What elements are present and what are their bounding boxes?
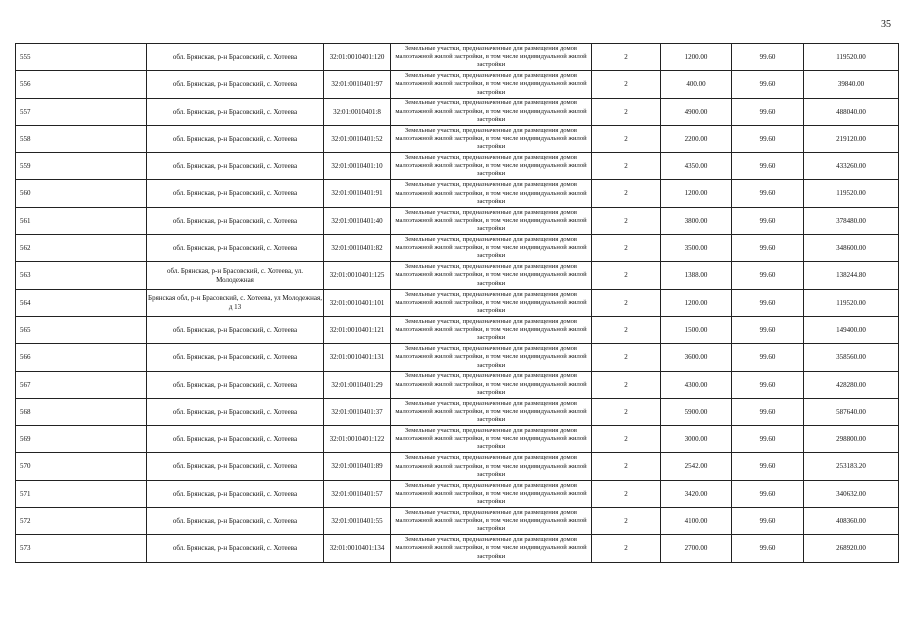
row-cadastral-number: 32:01:0010401:82 (324, 235, 391, 262)
row-cadastral-value: 298800.00 (804, 426, 899, 453)
row-land-description: Земельные участки, предназначенные для размещения домов малоэтажной жилой застройки, в том числе индивидуальной жилой застройки (391, 207, 592, 234)
row-address: обл. Брянская, р-н Брасовский, с. Хотеева (147, 180, 324, 207)
row-number: 564 (16, 289, 147, 316)
row-rate: 99.60 (732, 125, 804, 152)
row-land-description: Земельные участки, предназначенные для размещения домов малоэтажной жилой застройки, в том числе индивидуальной жилой застройки (391, 44, 592, 71)
table-row (16, 180, 899, 207)
row-land-description: Земельные участки, предназначенные для размещения домов малоэтажной жилой застройки, в том числе индивидуальной жилой застройки (391, 453, 592, 480)
page-number: 35 (881, 19, 891, 30)
table-row (16, 153, 899, 180)
row-address: обл. Брянская, р-н Брасовский, с. Хотеева (147, 371, 324, 398)
row-cadastral-number: 32:01:0010401:120 (324, 44, 391, 71)
row-group: 2 (592, 180, 661, 207)
row-address: обл. Брянская, р-н Брасовский, с. Хотеева (147, 398, 324, 425)
row-number: 560 (16, 180, 147, 207)
row-group: 2 (592, 426, 661, 453)
table-row (16, 316, 899, 343)
table-row (16, 371, 899, 398)
row-area: 1200.00 (661, 44, 732, 71)
row-number: 556 (16, 71, 147, 98)
row-rate: 99.60 (732, 344, 804, 371)
row-group: 2 (592, 235, 661, 262)
row-area: 1200.00 (661, 289, 732, 316)
row-group: 2 (592, 535, 661, 562)
row-address: обл. Брянская, р-н Брасовский, с. Хотеева, ул. Молодежная (147, 262, 324, 289)
row-address: обл. Брянская, р-н Брасовский, с. Хотеева (147, 125, 324, 152)
row-rate: 99.60 (732, 153, 804, 180)
row-group: 2 (592, 398, 661, 425)
row-cadastral-value: 433260.00 (804, 153, 899, 180)
row-address: обл. Брянская, р-н Брасовский, с. Хотеева (147, 44, 324, 71)
row-cadastral-value: 219120.00 (804, 125, 899, 152)
row-cadastral-number: 32:01:0010401:122 (324, 426, 391, 453)
row-cadastral-number: 32:01:0010401:40 (324, 207, 391, 234)
row-rate: 99.60 (732, 535, 804, 562)
row-address: обл. Брянская, р-н Брасовский, с. Хотеева (147, 453, 324, 480)
row-cadastral-value: 149400.00 (804, 316, 899, 343)
row-cadastral-number: 32:01:0010401:125 (324, 262, 391, 289)
table-row (16, 235, 899, 262)
row-area: 4350.00 (661, 153, 732, 180)
table-row (16, 207, 899, 234)
row-cadastral-number: 32:01:0010401:52 (324, 125, 391, 152)
land-register-table (15, 43, 899, 563)
row-rate: 99.60 (732, 44, 804, 71)
row-rate: 99.60 (732, 71, 804, 98)
table-row (16, 535, 899, 562)
row-cadastral-number: 32:01:0010401:134 (324, 535, 391, 562)
row-cadastral-value: 428280.00 (804, 371, 899, 398)
row-rate: 99.60 (732, 289, 804, 316)
row-address: обл. Брянская, р-н Брасовский, с. Хотеева (147, 316, 324, 343)
row-group: 2 (592, 153, 661, 180)
table-row (16, 289, 899, 316)
row-address: обл. Брянская, р-н Брасовский, с. Хотеева (147, 480, 324, 507)
row-number: 561 (16, 207, 147, 234)
row-address: обл. Брянская, р-н Брасовский, с. Хотеева (147, 344, 324, 371)
table-row (16, 426, 899, 453)
row-area: 1388.00 (661, 262, 732, 289)
row-group: 2 (592, 508, 661, 535)
row-address: обл. Брянская, р-н Брасовский, с. Хотеева (147, 98, 324, 125)
row-cadastral-value: 378480.00 (804, 207, 899, 234)
row-cadastral-number: 32:01:0010401:8 (324, 98, 391, 125)
row-land-description: Земельные участки, предназначенные для размещения домов малоэтажной жилой застройки, в том числе индивидуальной жилой застройки (391, 344, 592, 371)
row-address: обл. Брянская, р-н Брасовский, с. Хотеева (147, 426, 324, 453)
row-group: 2 (592, 344, 661, 371)
table-row (16, 262, 899, 289)
row-land-description: Земельные участки, предназначенные для размещения домов малоэтажной жилой застройки, в том числе индивидуальной жилой застройки (391, 235, 592, 262)
row-cadastral-value: 119520.00 (804, 44, 899, 71)
row-group: 2 (592, 371, 661, 398)
row-address: обл. Брянская, р-н Брасовский, с. Хотеева (147, 71, 324, 98)
row-area: 3800.00 (661, 207, 732, 234)
row-cadastral-value: 488040.00 (804, 98, 899, 125)
table-row (16, 71, 899, 98)
row-rate: 99.60 (732, 453, 804, 480)
row-number: 571 (16, 480, 147, 507)
row-area: 3600.00 (661, 344, 732, 371)
row-rate: 99.60 (732, 207, 804, 234)
row-address: Брянская обл, р-н Брасовский, с. Хотеева, ул Молодежная, д 13 (147, 289, 324, 316)
row-cadastral-value: 268920.00 (804, 535, 899, 562)
row-group: 2 (592, 262, 661, 289)
row-cadastral-value: 253183.20 (804, 453, 899, 480)
row-number: 567 (16, 371, 147, 398)
row-area: 3000.00 (661, 426, 732, 453)
table-row (16, 480, 899, 507)
row-area: 3420.00 (661, 480, 732, 507)
row-land-description: Земельные участки, предназначенные для размещения домов малоэтажной жилой застройки, в том числе индивидуальной жилой застройки (391, 71, 592, 98)
row-land-description: Земельные участки, предназначенные для размещения домов малоэтажной жилой застройки, в том числе индивидуальной жилой застройки (391, 262, 592, 289)
row-area: 3500.00 (661, 235, 732, 262)
row-group: 2 (592, 453, 661, 480)
row-cadastral-value: 340632.00 (804, 480, 899, 507)
row-rate: 99.60 (732, 180, 804, 207)
row-land-description: Земельные участки, предназначенные для размещения домов малоэтажной жилой застройки, в том числе индивидуальной жилой застройки (391, 289, 592, 316)
row-rate: 99.60 (732, 426, 804, 453)
row-number: 568 (16, 398, 147, 425)
row-area: 1500.00 (661, 316, 732, 343)
row-land-description: Земельные участки, предназначенные для размещения домов малоэтажной жилой застройки, в том числе индивидуальной жилой застройки (391, 426, 592, 453)
row-rate: 99.60 (732, 480, 804, 507)
row-cadastral-number: 32:01:0010401:10 (324, 153, 391, 180)
row-group: 2 (592, 316, 661, 343)
row-area: 2700.00 (661, 535, 732, 562)
row-number: 572 (16, 508, 147, 535)
row-area: 5900.00 (661, 398, 732, 425)
row-number: 565 (16, 316, 147, 343)
row-address: обл. Брянская, р-н Брасовский, с. Хотеева (147, 235, 324, 262)
table-row (16, 398, 899, 425)
table-row (16, 344, 899, 371)
row-land-description: Земельные участки, предназначенные для размещения домов малоэтажной жилой застройки, в том числе индивидуальной жилой застройки (391, 180, 592, 207)
row-rate: 99.60 (732, 98, 804, 125)
table-row (16, 44, 899, 71)
row-cadastral-number: 32:01:0010401:37 (324, 398, 391, 425)
row-land-description: Земельные участки, предназначенные для размещения домов малоэтажной жилой застройки, в том числе индивидуальной жилой застройки (391, 125, 592, 152)
row-address: обл. Брянская, р-н Брасовский, с. Хотеева (147, 508, 324, 535)
table-row (16, 98, 899, 125)
row-area: 4100.00 (661, 508, 732, 535)
row-address: обл. Брянская, р-н Брасовский, с. Хотеева (147, 207, 324, 234)
table-row (16, 125, 899, 152)
row-group: 2 (592, 44, 661, 71)
row-group: 2 (592, 207, 661, 234)
row-cadastral-number: 32:01:0010401:91 (324, 180, 391, 207)
row-number: 563 (16, 262, 147, 289)
row-land-description: Земельные участки, предназначенные для размещения домов малоэтажной жилой застройки, в том числе индивидуальной жилой застройки (391, 480, 592, 507)
row-rate: 99.60 (732, 508, 804, 535)
row-land-description: Земельные участки, предназначенные для размещения домов малоэтажной жилой застройки, в том числе индивидуальной жилой застройки (391, 371, 592, 398)
row-cadastral-value: 119520.00 (804, 289, 899, 316)
row-number: 562 (16, 235, 147, 262)
row-area: 2200.00 (661, 125, 732, 152)
row-address: обл. Брянская, р-н Брасовский, с. Хотеева (147, 153, 324, 180)
row-area: 1200.00 (661, 180, 732, 207)
row-area: 4900.00 (661, 98, 732, 125)
row-land-description: Земельные участки, предназначенные для размещения домов малоэтажной жилой застройки, в том числе индивидуальной жилой застройки (391, 535, 592, 562)
row-cadastral-value: 587640.00 (804, 398, 899, 425)
row-cadastral-number: 32:01:0010401:131 (324, 344, 391, 371)
row-cadastral-number: 32:01:0010401:97 (324, 71, 391, 98)
row-cadastral-value: 358560.00 (804, 344, 899, 371)
row-land-description: Земельные участки, предназначенные для размещения домов малоэтажной жилой застройки, в том числе индивидуальной жилой застройки (391, 98, 592, 125)
row-cadastral-number: 32:01:0010401:89 (324, 453, 391, 480)
row-cadastral-value: 348600.00 (804, 235, 899, 262)
row-cadastral-number: 32:01:0010401:101 (324, 289, 391, 316)
row-number: 570 (16, 453, 147, 480)
row-area: 4300.00 (661, 371, 732, 398)
row-cadastral-value: 39840.00 (804, 71, 899, 98)
row-cadastral-value: 138244.80 (804, 262, 899, 289)
row-rate: 99.60 (732, 371, 804, 398)
row-number: 559 (16, 153, 147, 180)
row-rate: 99.60 (732, 398, 804, 425)
row-land-description: Земельные участки, предназначенные для размещения домов малоэтажной жилой застройки, в том числе индивидуальной жилой застройки (391, 398, 592, 425)
table-row (16, 508, 899, 535)
row-group: 2 (592, 125, 661, 152)
row-number: 558 (16, 125, 147, 152)
row-land-description: Земельные участки, предназначенные для размещения домов малоэтажной жилой застройки, в том числе индивидуальной жилой застройки (391, 316, 592, 343)
row-group: 2 (592, 98, 661, 125)
row-number: 557 (16, 98, 147, 125)
row-rate: 99.60 (732, 316, 804, 343)
row-area: 2542.00 (661, 453, 732, 480)
row-number: 569 (16, 426, 147, 453)
table-row (16, 453, 899, 480)
row-group: 2 (592, 71, 661, 98)
row-land-description: Земельные участки, предназначенные для размещения домов малоэтажной жилой застройки, в том числе индивидуальной жилой застройки (391, 508, 592, 535)
row-cadastral-number: 32:01:0010401:121 (324, 316, 391, 343)
row-cadastral-number: 32:01:0010401:29 (324, 371, 391, 398)
row-number: 573 (16, 535, 147, 562)
row-rate: 99.60 (732, 235, 804, 262)
row-address: обл. Брянская, р-н Брасовский, с. Хотеева (147, 535, 324, 562)
row-group: 2 (592, 289, 661, 316)
row-cadastral-number: 32:01:0010401:55 (324, 508, 391, 535)
row-rate: 99.60 (732, 262, 804, 289)
row-area: 400.00 (661, 71, 732, 98)
row-cadastral-value: 408360.00 (804, 508, 899, 535)
row-land-description: Земельные участки, предназначенные для размещения домов малоэтажной жилой застройки, в том числе индивидуальной жилой застройки (391, 153, 592, 180)
row-group: 2 (592, 480, 661, 507)
row-cadastral-value: 119520.00 (804, 180, 899, 207)
row-number: 566 (16, 344, 147, 371)
row-cadastral-number: 32:01:0010401:57 (324, 480, 391, 507)
row-number: 555 (16, 44, 147, 71)
